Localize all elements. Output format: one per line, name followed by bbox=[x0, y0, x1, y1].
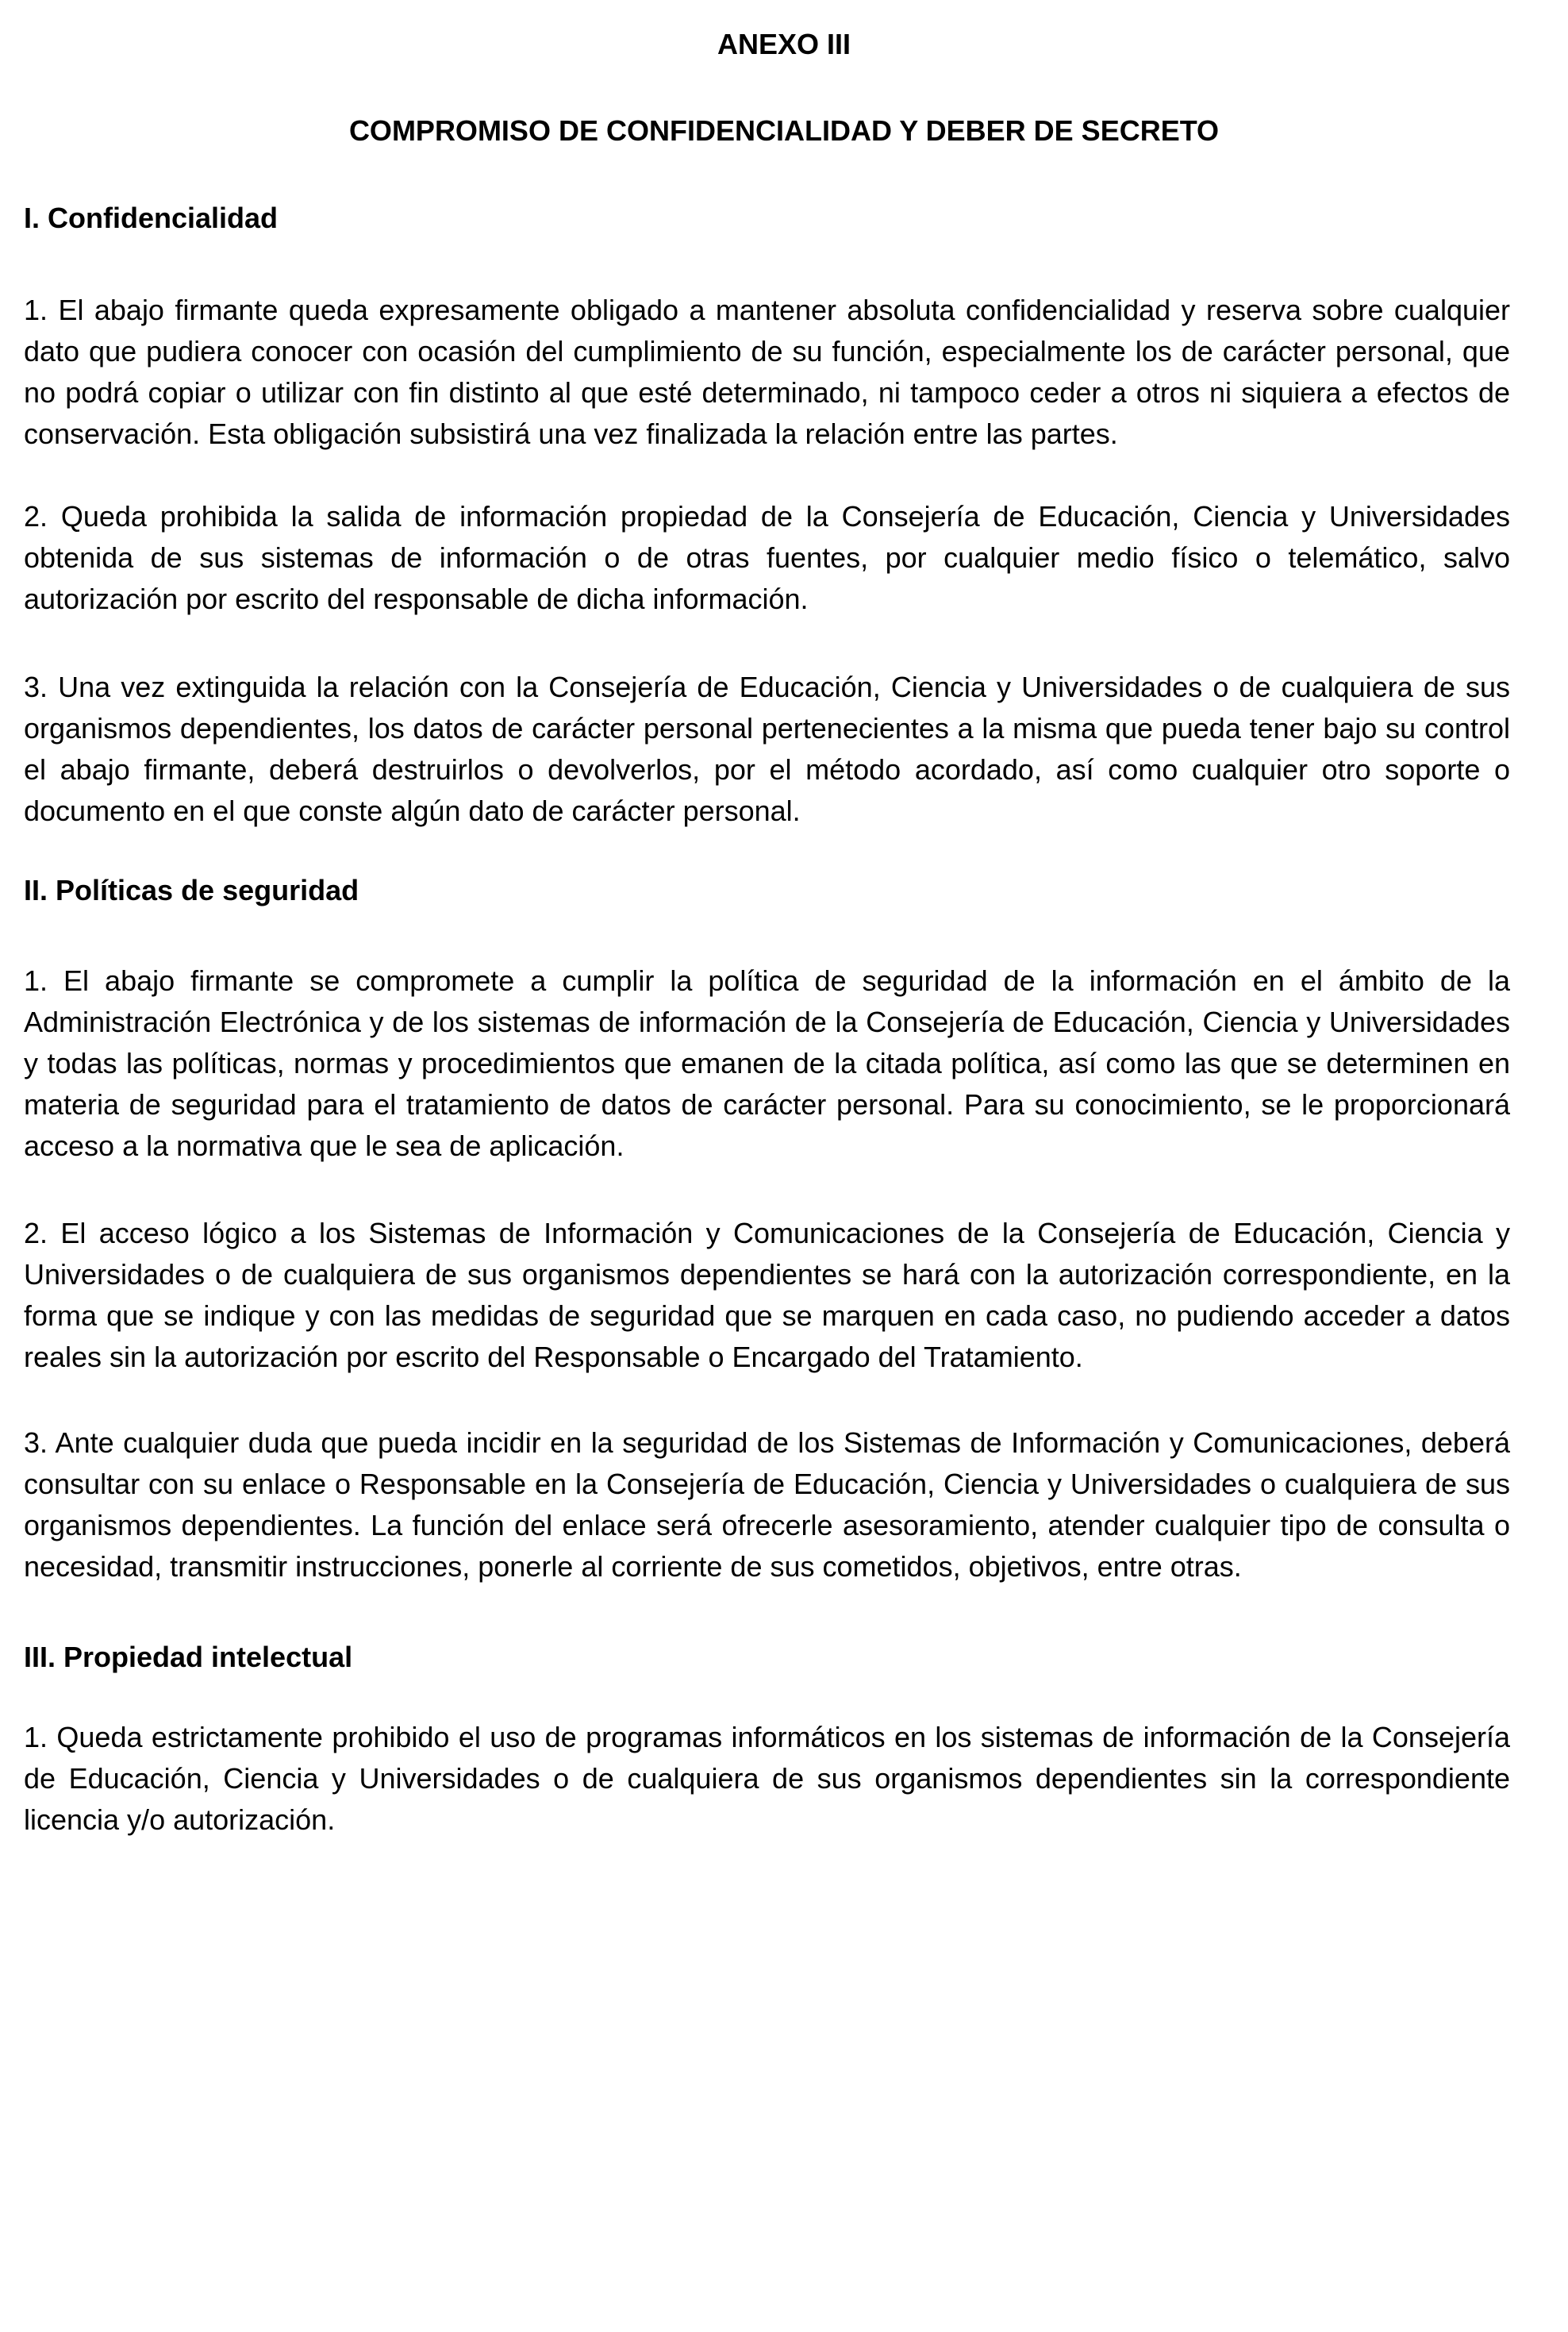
document-body bbox=[0, 198, 1568, 1841]
document-subtitle: COMPROMISO DE CONFIDENCIALIDAD Y DEBER DE SECRETO bbox=[348, 114, 1220, 147]
paragraph-seguridad-3: 3. Ante cualquier duda que pueda incidir en la seguridad de los Sistemas de Información y Comunicaciones, deberá consultar con su enlace o Responsable en la Consejería de Educación, Ciencia y Universidades o cualquiera de sus organismos dependientes. La función del enlace será ofrecerle asesoramiento, atender cualquier tipo de consulta o necesidad, transmitir instrucciones, ponerle al corriente de sus cometidos, objetivos, entre otras. bbox=[24, 1426, 1510, 1583]
paragraph-propiedad-1: 1. Queda estrictamente prohibido el uso de programas informáticos en los sistemas de información de la Consejería de Educación, Ciencia y Universidades o de cualquiera de sus organismos dependientes sin la correspondiente licencia y/o autorización. bbox=[24, 1721, 1510, 1836]
paragraph-confidencialidad-2: 2. Queda prohibida la salida de información propiedad de la Consejería de Educación, Ciencia y Universidades obtenida de sus sistemas de información o de otras fuentes, por cualquier medio físico o telemático, salvo autorización por escrito del responsable de dicha información. bbox=[24, 500, 1510, 615]
section-heading-politicas-seguridad: II. Políticas de seguridad bbox=[24, 874, 359, 906]
paragraph-confidencialidad-1: 1. El abajo firmante queda expresamente obligado a mantener absoluta confidencialidad y reserva sobre cualquier dato que pudiera conocer con ocasión del cumplimiento de su función, especialmente los de carácter personal, que no podrá copiar o utilizar con fin distinto al que esté determinado, ni tampoco ceder a otros ni siquiera a efectos de conservación. Esta obligación subsistirá una vez finalizada la relación entre las partes. bbox=[24, 294, 1510, 450]
document-page bbox=[0, 24, 1568, 2332]
paragraph-seguridad-1: 1. El abajo firmante se compromete a cumplir la política de seguridad de la información en el ámbito de la Administración Electrónica y de los sistemas de información de la Consejería de Educación, Ciencia y Universidades y todas las políticas, normas y procedimientos que emanen de la citada política, así como las que se determinen en materia de seguridad para el tratamiento de datos de carácter personal. Para su conocimiento, se le proporcionará acceso a la normativa que le sea de aplicación. bbox=[24, 964, 1510, 1162]
section-heading-confidencialidad: I. Confidencialidad bbox=[24, 202, 279, 234]
annex-title: ANEXO III bbox=[717, 28, 851, 60]
section-heading-propiedad-intelectual: III. Propiedad intelectual bbox=[24, 1641, 353, 1673]
paragraph-seguridad-2: 2. El acceso lógico a los Sistemas de Información y Comunicaciones de la Consejería de Educación, Ciencia y Universidades o de cualquiera de sus organismos dependientes se hará con la autorización correspondiente, en la forma que se indique y con las medidas de seguridad que se marquen en cada caso, no pudiendo acceder a datos reales sin la autorización por escrito del Responsable o Encargado del Tratamiento. bbox=[24, 1217, 1510, 1373]
paragraph-confidencialidad-3: 3. Una vez extinguida la relación con la Consejería de Educación, Ciencia y Universidades o de cualquiera de sus organismos dependientes, los datos de carácter personal pertenecientes a la misma que pueda tener bajo su control el abajo firmante, deberá destruirlos o devolverlos, por el método acordado, así como cualquier otro soporte o documento en el que conste algún dato de carácter personal. bbox=[24, 671, 1510, 827]
